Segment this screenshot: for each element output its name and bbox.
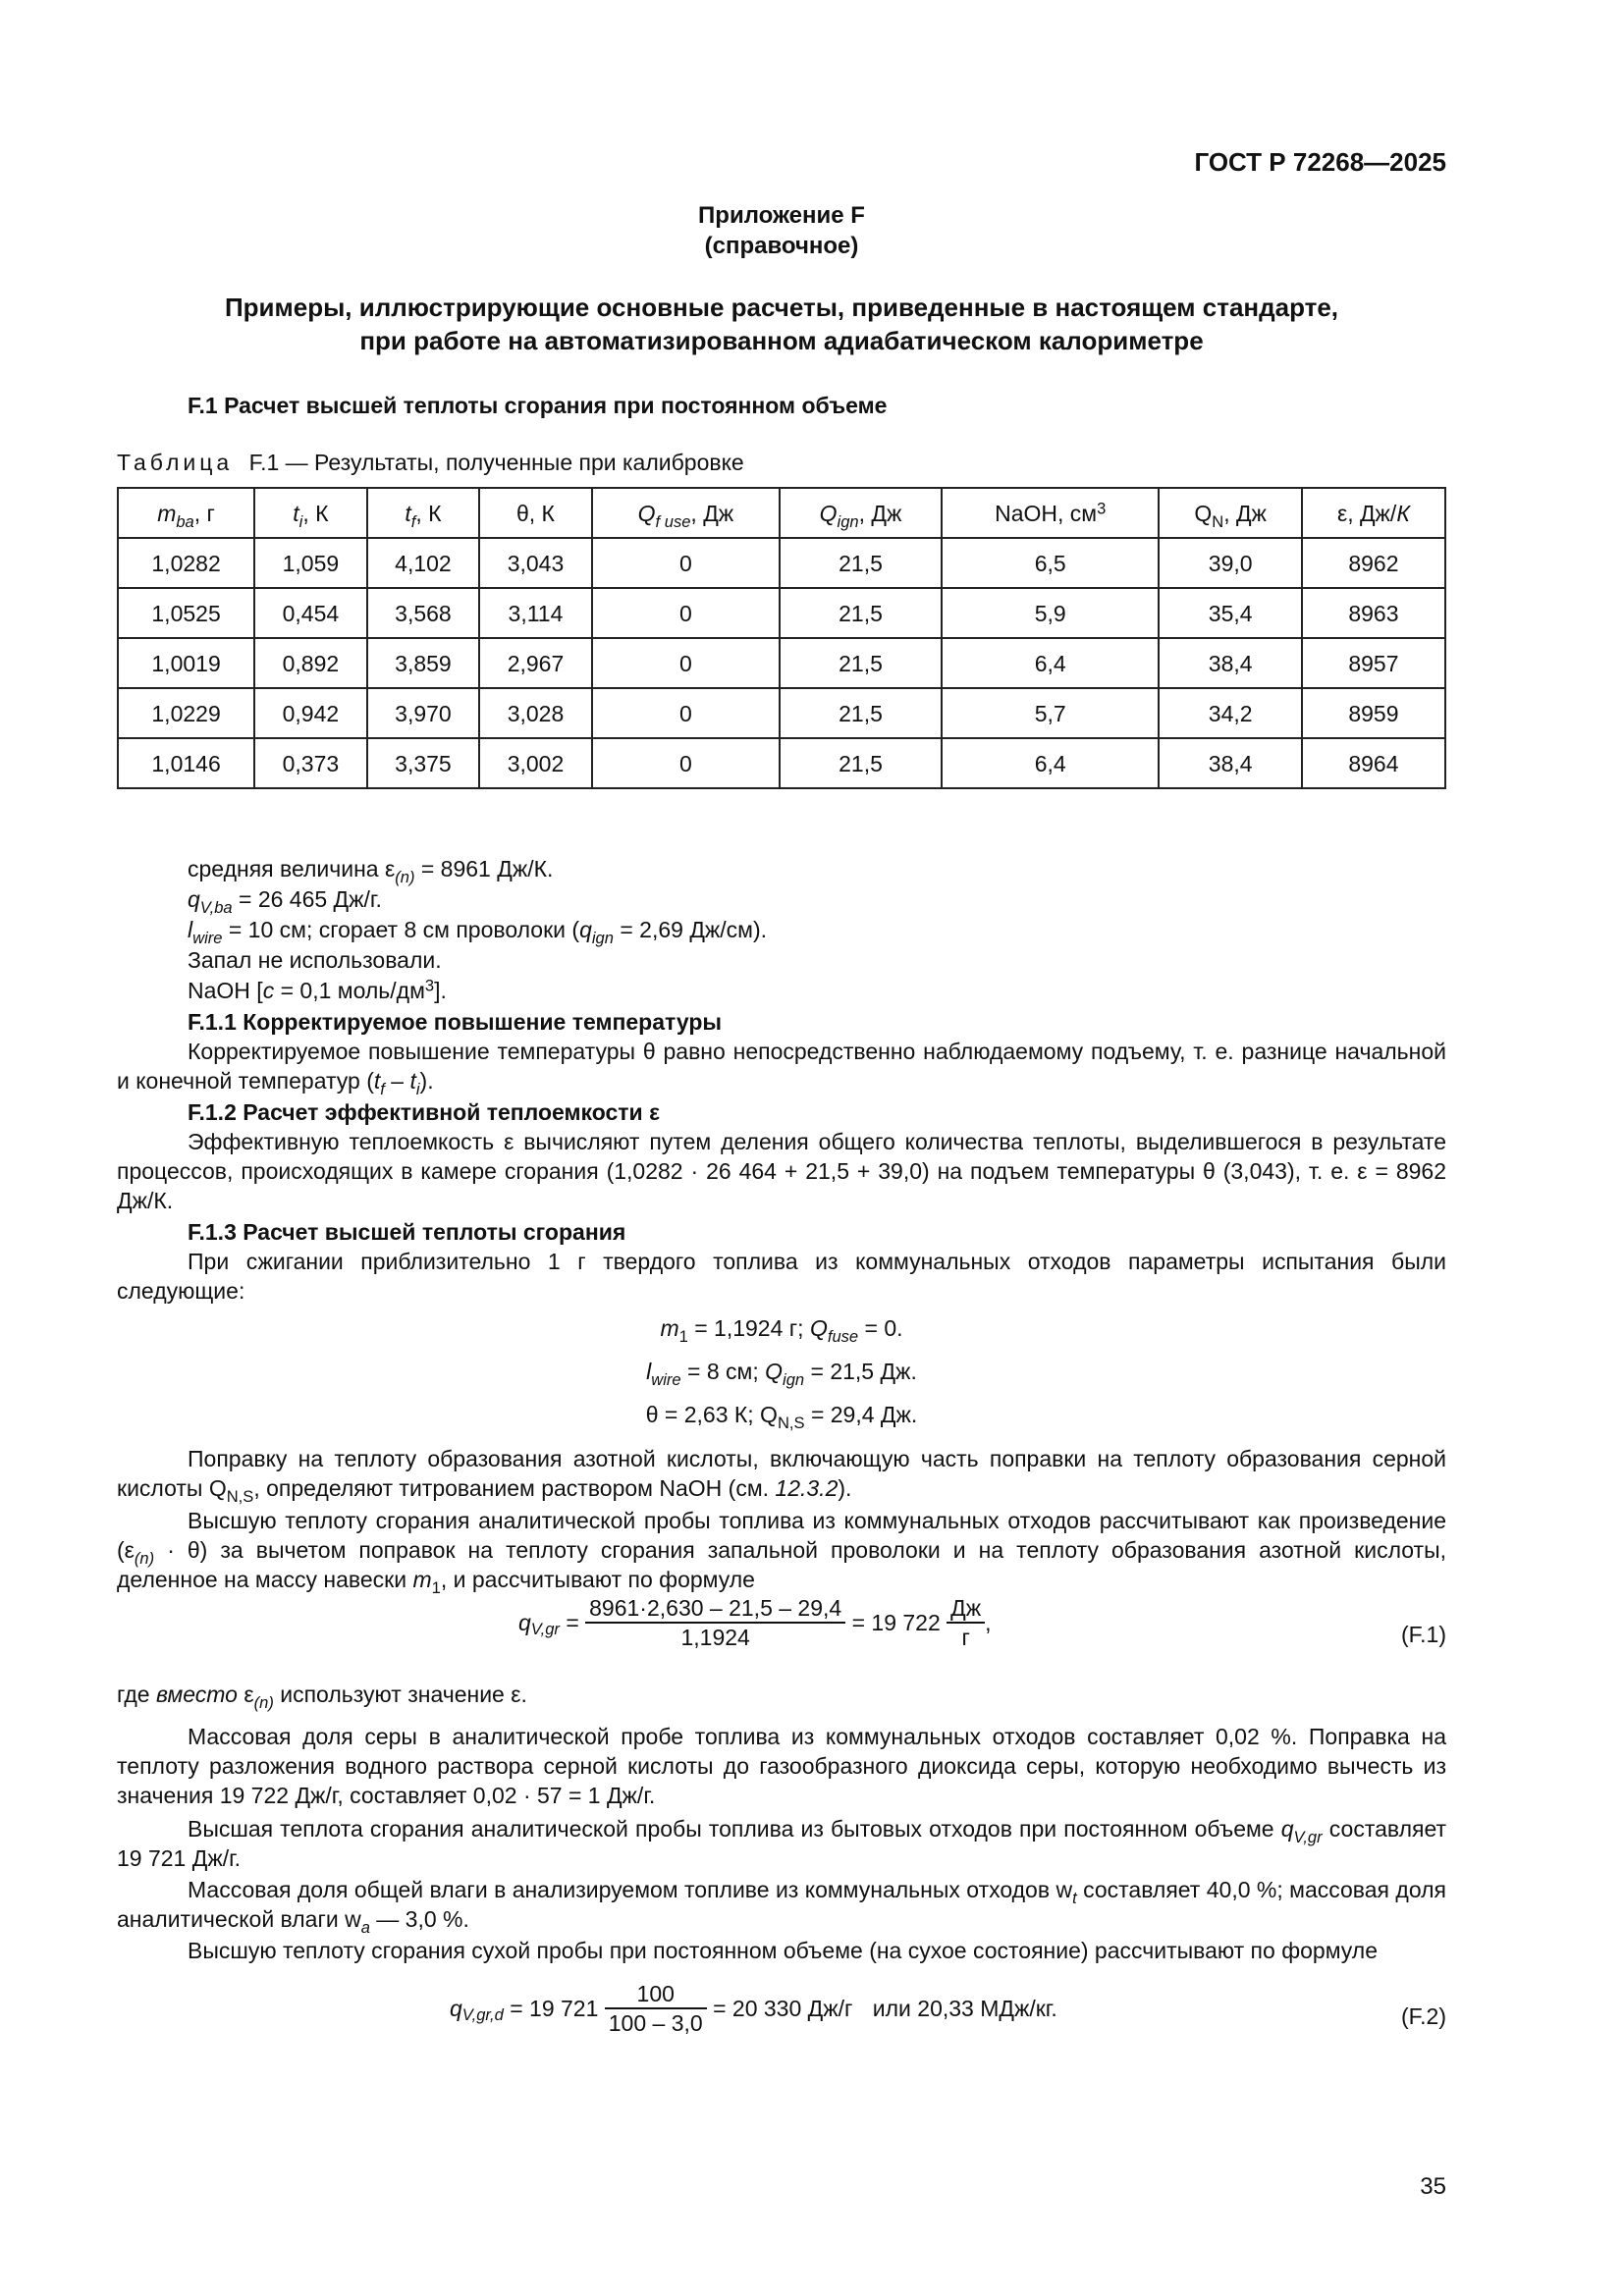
formula1-unit-den: г: [961, 1625, 970, 1650]
table-cell: 39,0: [1159, 538, 1301, 588]
formula2-alt: или 20,33 МДж/кг.: [872, 1996, 1057, 2021]
table-row: [118, 738, 1445, 788]
formula1-numerator: 8961·2,630 – 21,5 – 29,4: [585, 1594, 845, 1624]
table-cell: 0: [592, 638, 780, 688]
formula2-result: = 20 330 Дж/г: [713, 1996, 853, 2021]
paragraph-where: где вместо $\varepsilon_{(n)}$ используют значение ε.: [117, 1682, 527, 1712]
table-cell: 0,892: [254, 638, 367, 688]
paragraph-nitric-acid: Поправку на теплоту образования азотной кислоты, включающую часть поправки на теплоту образования серной кислоты $Q_{N,S}$, определяют титрованием раствором NaOH (см. 12.3.2).: [117, 1446, 1446, 1506]
section-f11-heading: F.1.1 Корректируемое повышение температуры: [188, 1009, 723, 1035]
note-qv: $q_{V,ba} = 26$ 465 Дж/г.: [188, 886, 382, 917]
table-cell: 3,568: [367, 588, 480, 638]
table-cell: 0,454: [254, 588, 367, 638]
table-cell: 3,114: [479, 588, 592, 638]
table-caption-prefix: Таблица: [117, 450, 234, 475]
table-row: [118, 688, 1445, 738]
table-cell: 35,4: [1159, 588, 1301, 638]
table-cell: 8962: [1302, 538, 1445, 588]
annex-subtitle: (справочное): [704, 233, 859, 259]
main-title: [117, 291, 1446, 357]
table-cell: 21,5: [780, 538, 942, 588]
col-tf: $t_f$, К: [367, 488, 480, 538]
test-parameters: [117, 1307, 1446, 1436]
paragraph-dry-basis: Высшую теплоту сгорания сухой пробы при постоянном объеме (на сухое состояние) рассчитывают по формуле: [188, 1938, 1378, 1963]
note-average: средняя величина $\varepsilon_{(n)} = 8961$ Дж/К.: [188, 856, 554, 886]
table-cell: 21,5: [780, 738, 942, 788]
table-cell: 5,9: [942, 588, 1160, 638]
note-naoh: NaOH [c = 0,1 моль/$дм^3$].: [188, 976, 447, 1003]
table-cell: 1,0019: [118, 638, 254, 688]
paragraph-qvgr: Высшая теплота сгорания аналитической пробы топлива из бытовых отходов при постоянном объеме $q_{V,gr}$ составляет 19 721 Дж/г.: [117, 1816, 1447, 1871]
table-cell: 1,059: [254, 538, 367, 588]
annex-title: Приложение F: [698, 202, 865, 229]
table-cell: 0,942: [254, 688, 367, 738]
table-cell: 6,4: [942, 638, 1160, 688]
main-title-line2: при работе на автоматизированном адиабатическом калориметре: [359, 326, 1204, 355]
table-row: [118, 538, 1445, 588]
param-line-3: θ = 2,63 К; $Q_{N,S} = 29,4$ Дж.: [645, 1402, 918, 1432]
paragraph-sulfur: Массовая доля серы в аналитической пробе топлива из коммунальных отходов составляет 0,02 %. Поправка на теплоту разложения водного раствора серной кислоты до газообразного диоксида серы, которую необходимо вычесть из значения 19 722 Дж/г, составляет 0,02 · 57 = 1 Дж/г.: [117, 1724, 1446, 1808]
table-cell: 5,7: [942, 688, 1160, 738]
col-epsilon: ε, Дж/К: [1302, 488, 1445, 538]
table-cell: 8964: [1302, 738, 1445, 788]
document-id: ГОСТ Р 72268—2025: [1194, 147, 1446, 177]
col-ti: $t_i$, К: [254, 488, 367, 538]
formula1-denominator: 1,1924: [680, 1625, 750, 1650]
table-header-row: [118, 488, 1445, 538]
table-cell: 3,028: [479, 688, 592, 738]
table-cell: 6,5: [942, 538, 1160, 588]
table-cell: 38,4: [1159, 738, 1301, 788]
table-cell: 6,4: [942, 738, 1160, 788]
formula-f1: $q_{V,gr}$ = $\frac{8961\cdot 2,630 - 21,5 - 29,4}{1,1924}$ = 19 722 $\frac{Дж}{г}$ , (F.1): [518, 1595, 1446, 1650]
table-cell: 3,375: [367, 738, 480, 788]
section-f13-text: При сжигании приблизительно 1 г твердого топлива из коммунальных отходов параметры испытания были следующие:: [117, 1249, 1446, 1304]
col-qn: $Q_N$, Дж: [1159, 488, 1301, 538]
formula2-numerator: 100: [605, 1980, 707, 2009]
col-qign: $Q_{ign}$, Дж: [780, 488, 942, 538]
table-cell: 1,0146: [118, 738, 254, 788]
col-theta: θ, К: [479, 488, 592, 538]
note-wire: $l_{wire} = 10$ см; сгорает 8 см проволоки ($q_{ign} = 2,69$ Дж/см).: [188, 917, 768, 947]
table-cell: 3,043: [479, 538, 592, 588]
table-cell: 21,5: [780, 638, 942, 688]
page: [117, 0, 1446, 2296]
formula2-coef: = 19 721: [510, 1996, 599, 2021]
formula1-label: (F.1): [1401, 1622, 1446, 1647]
formula2-denominator: 100 – 3,0: [608, 2010, 703, 2036]
table-cell: 0: [592, 738, 780, 788]
formula1-unit-num: Дж: [947, 1594, 985, 1624]
page-number: 35: [1420, 2173, 1446, 2200]
formula-f2: $q_{V,gr,d} = 19$ 721 $\frac{100}{100 - 3,0}$ = 20 330 Дж/г или 20,33 МДж/кг. (F.2): [450, 1981, 1446, 2036]
col-naoh: NaOH, $см^3$: [942, 488, 1160, 538]
table-cell: 38,4: [1159, 638, 1301, 688]
table-cell: 3,859: [367, 638, 480, 688]
table-caption: [117, 448, 1446, 477]
table-row: [118, 588, 1445, 638]
section-f13-heading: F.1.3 Расчет высшей теплоты сгорания: [188, 1219, 626, 1245]
table-cell: 3,002: [479, 738, 592, 788]
section-f12-heading: F.1.2 Расчет эффективной теплоемкости ε: [188, 1099, 661, 1125]
col-mass: $m_{ba}$, г: [118, 488, 254, 538]
table-cell: 21,5: [780, 688, 942, 738]
formula1-result: = 19 722: [851, 1610, 941, 1635]
table-cell: 4,102: [367, 538, 480, 588]
table-cell: 8963: [1302, 588, 1445, 638]
table-cell: 0: [592, 538, 780, 588]
calibration-table: [117, 487, 1446, 789]
table-cell: 34,2: [1159, 688, 1301, 738]
table-cell: 3,970: [367, 688, 480, 738]
table-cell: 8959: [1302, 688, 1445, 738]
col-qfuse: $Q_{f use}$, Дж: [592, 488, 780, 538]
table-cell: 1,0282: [118, 538, 254, 588]
formula2-label: (F.2): [1401, 2003, 1446, 2029]
section-f1-heading: F.1 Расчет высшей теплоты сгорания при постоянном объеме: [188, 393, 888, 418]
table-cell: 8957: [1302, 638, 1445, 688]
table-caption-text: F.1 — Результаты, полученные при калибровке: [248, 450, 744, 475]
param-line-2: $l_{wire} = 8$ см; $Q_{ign} = 21,5$ Дж.: [646, 1359, 917, 1389]
paragraph-gross-calc: Высшую теплоту сгорания аналитической пробы топлива из коммунальных отходов рассчитывают как произведение $(\varepsilon_{(n)} \cdot \theta)$ за вычетом поправок на теплоту сгорания запальной проволоки и на теплоту образования азотной кислоты, деленное на массу навески $m_1$, и рассчитывают по формуле: [117, 1508, 1446, 1597]
table-cell: 1,0229: [118, 688, 254, 738]
table-cell: 1,0525: [118, 588, 254, 638]
table-cell: 0: [592, 688, 780, 738]
table-cell: 2,967: [479, 638, 592, 688]
section-f11-text: Корректируемое повышение температуры θ равно непосредственно наблюдаемому подъему, т. е. разнице начальной и конечной температур $(t_f - t_i)$.: [117, 1039, 1446, 1098]
table-cell: 0,373: [254, 738, 367, 788]
calibration-notes: [188, 854, 1446, 1006]
paragraph-moisture: Массовая доля общей влаги в анализируемом топливе из коммунальных отходов $w_t$ составляет 40,0 %; массовая доля аналитической влаги $w_a$ — 3,0 %.: [117, 1877, 1446, 1937]
table-cell: 0: [592, 588, 780, 638]
main-title-line1: Примеры, иллюстрирующие основные расчеты, приведенные в настоящем стандарте,: [224, 293, 1339, 322]
table-row: [118, 638, 1445, 688]
note-fuse: Запал не использовали.: [188, 947, 442, 973]
section-f12-text: Эффективную теплоемкость ε вычисляют путем деления общего количества теплоты, выделившегося в результате процессов, происходящих в камере сгорания (1,0282 · 26 464 + 21,5 + 39,0) на подъем температуры θ (3,043), т. е. ε = 8962 Дж/К.: [117, 1129, 1446, 1213]
param-line-1: $m_1 = 1,1924$ г; $Q_{fuse} = 0$.: [660, 1315, 903, 1346]
table-cell: 21,5: [780, 588, 942, 638]
